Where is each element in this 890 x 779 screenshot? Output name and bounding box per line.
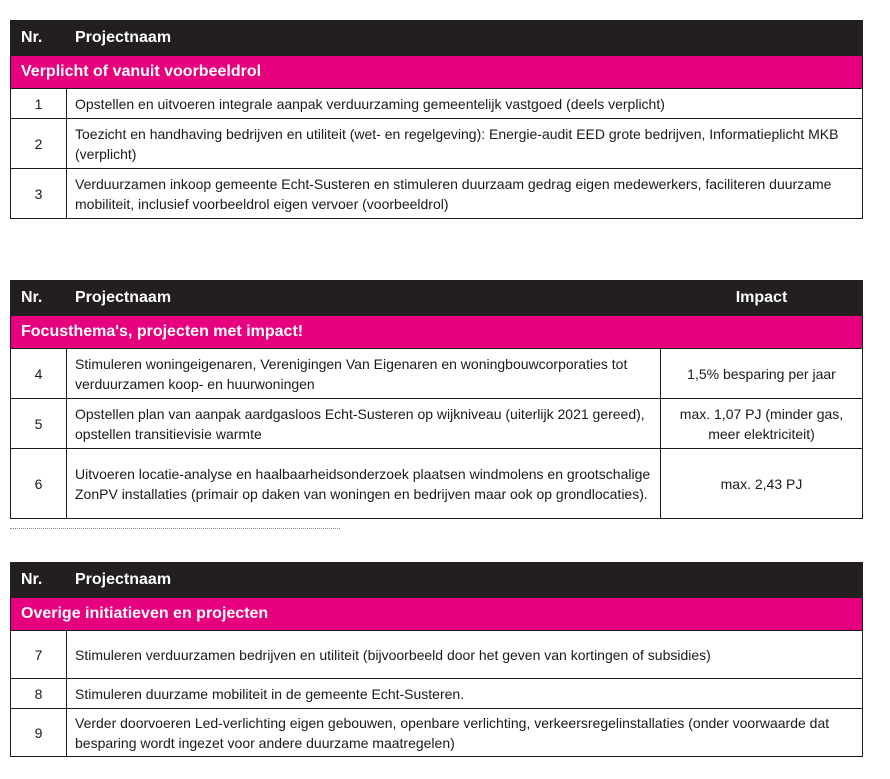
row-description: Opstellen plan van aanpak aardgasloos Echt-Susteren op wijkniveau (uiterlijk 2021 gereed), opstellen transitievisie warmte — [67, 399, 661, 449]
header-projectnaam: Projectnaam — [67, 563, 863, 598]
section-row — [11, 598, 863, 631]
table-header-row — [11, 281, 863, 316]
section-row — [11, 56, 863, 89]
table-row — [11, 169, 863, 219]
table-header-row — [11, 563, 863, 598]
row-number: 8 — [11, 679, 67, 709]
row-number: 6 — [11, 449, 67, 519]
row-number: 9 — [11, 709, 67, 757]
row-number: 2 — [11, 119, 67, 169]
table-row — [11, 349, 863, 399]
row-description: Verduurzamen inkoop gemeente Echt-Susteren en stimuleren duurzaam gedrag eigen medewerkers, faciliteren duurzame mobiliteit, inclusief voorbeeldrol eigen vervoer (voorbeeldrol) — [67, 169, 863, 219]
table-verplicht — [10, 20, 863, 219]
header-projectnaam: Projectnaam — [67, 281, 661, 316]
row-number: 3 — [11, 169, 67, 219]
table-row — [11, 119, 863, 169]
row-description: Opstellen en uitvoeren integrale aanpak verduurzaming gemeentelijk vastgoed (deels verplicht) — [67, 89, 863, 119]
row-number: 4 — [11, 349, 67, 399]
header-nr: Nr. — [11, 281, 67, 316]
table-row — [11, 89, 863, 119]
section-row — [11, 316, 863, 349]
row-impact: max. 2,43 PJ — [661, 449, 863, 519]
row-impact: 1,5% besparing per jaar — [661, 349, 863, 399]
row-number: 7 — [11, 631, 67, 679]
header-impact: Impact — [661, 281, 863, 316]
section-title: Focusthema's, projecten met impact! — [11, 316, 863, 349]
table-row — [11, 399, 863, 449]
table-header-row — [11, 21, 863, 56]
table-row — [11, 631, 863, 679]
table-overige — [10, 562, 863, 757]
table-focusthemas — [10, 280, 863, 519]
row-description: Stimuleren duurzame mobiliteit in de gemeente Echt-Susteren. — [67, 679, 863, 709]
header-nr: Nr. — [11, 21, 67, 56]
row-description: Verder doorvoeren Led-verlichting eigen gebouwen, openbare verlichting, verkeersregelinstallaties (onder voorwaarde dat besparing wordt ingezet voor andere duurzame maatregelen) — [67, 709, 863, 757]
row-number: 5 — [11, 399, 67, 449]
row-description: Uitvoeren locatie-analyse en haalbaarheidsonderzoek plaatsen windmolens en grootschalige ZonPV installaties (primair op daken van woningen en bedrijven maar ook op grondlocaties). — [67, 449, 661, 519]
row-impact: max. 1,07 PJ (minder gas, meer elektriciteit) — [661, 399, 863, 449]
row-description: Toezicht en handhaving bedrijven en utiliteit (wet- en regelgeving): Energie-audit EED grote bedrijven, Informatieplicht MKB (verplicht) — [67, 119, 863, 169]
table-row — [11, 679, 863, 709]
row-number: 1 — [11, 89, 67, 119]
header-nr: Nr. — [11, 563, 67, 598]
row-description: Stimuleren verduurzamen bedrijven en utiliteit (bijvoorbeeld door het geven van kortingen of subsidies) — [67, 631, 863, 679]
table-row — [11, 709, 863, 757]
section-title: Verplicht of vanuit voorbeeldrol — [11, 56, 863, 89]
table-row — [11, 449, 863, 519]
dotted-divider — [10, 528, 340, 531]
header-projectnaam: Projectnaam — [67, 21, 863, 56]
row-description: Stimuleren woningeigenaren, Verenigingen Van Eigenaren en woningbouwcorporaties tot verduurzamen koop- en huurwoningen — [67, 349, 661, 399]
section-title: Overige initiatieven en projecten — [11, 598, 863, 631]
